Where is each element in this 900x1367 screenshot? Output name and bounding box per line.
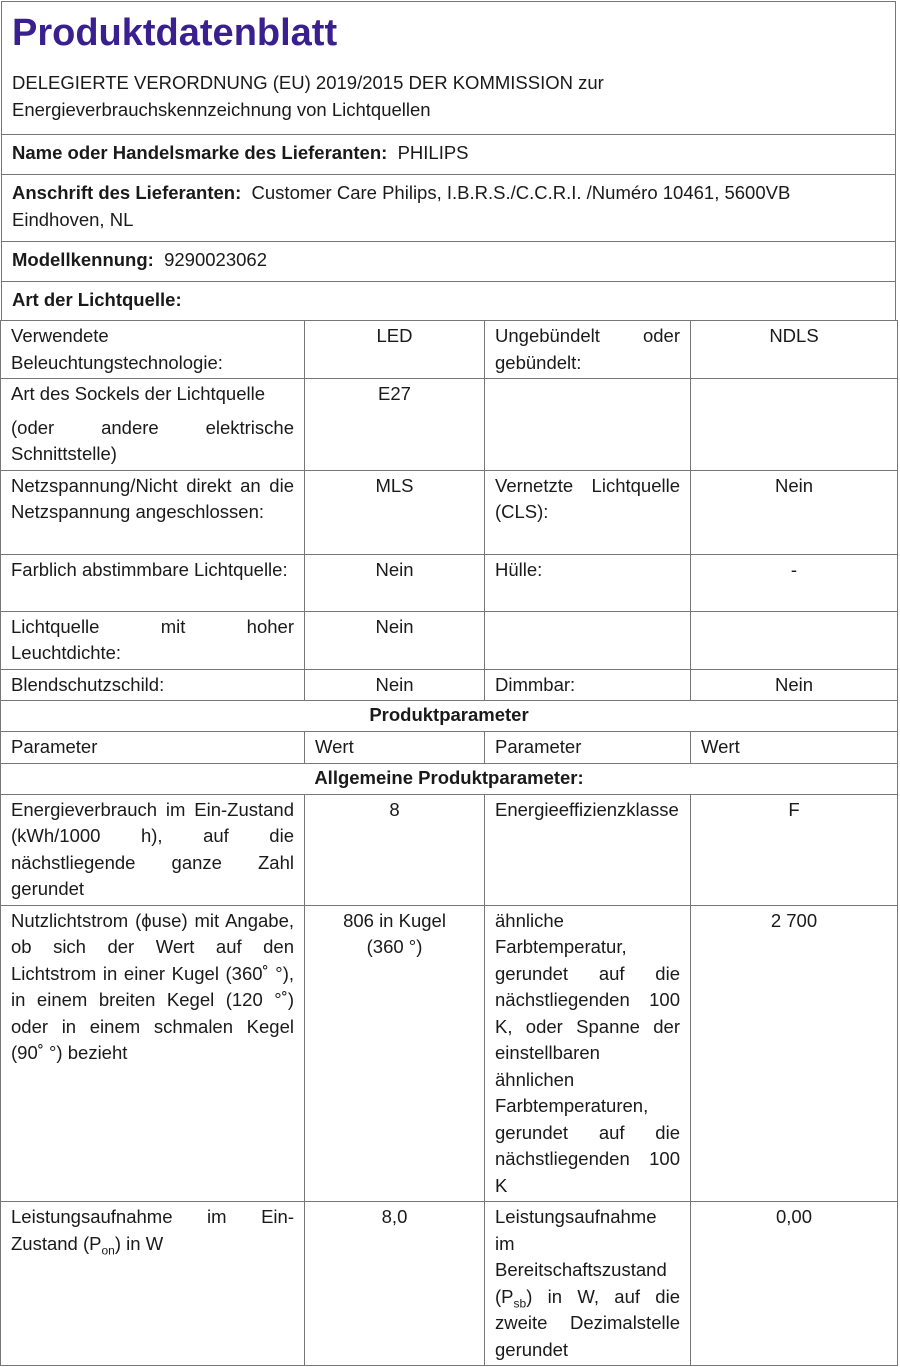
col-header-value: Wert — [305, 732, 485, 764]
energy-class-value: F — [691, 794, 898, 905]
technology-label: Verwendete Beleuchtungstechnologie: — [1, 321, 305, 379]
high-luminance-value: Nein — [305, 611, 485, 669]
color-tunable-label: Farblich abstimmbare Lichtquelle: — [1, 554, 305, 611]
energy-consumption-value: 8 — [305, 794, 485, 905]
connected-label: Vernetzte Lichtquelle (CLS): — [485, 470, 691, 554]
luminous-flux-value: 806 in Kugel (360 °) — [305, 905, 485, 1202]
cap-type-label-line: Art des Sockels der Lichtquelle — [11, 383, 265, 404]
color-tunable-value: Nein — [305, 554, 485, 611]
energy-consumption-label: Energieverbrauch im Ein-Zustand (kWh/1000 h), auf die nächstliegende ganze Zahl gerundet — [1, 794, 305, 905]
product-params-header: Produktparameter — [1, 701, 898, 732]
empty-cell — [485, 611, 691, 669]
standby-power-label-text: Leistungsaufnahme im Bereitschaftszustand (P — [495, 1206, 667, 1307]
supplier-address-value: Customer Care Philips, I.B.R.S./C.C.R.I. /Numéro 10461, 5600VB Eindhoven, NL — [12, 182, 791, 230]
table-row — [1, 763, 898, 794]
table-row — [1, 905, 898, 1202]
parameter-table — [0, 320, 898, 1366]
table-row — [1, 794, 898, 905]
standby-power-value: 0,00 — [691, 1202, 898, 1366]
on-mode-power-value: 8,0 — [305, 1202, 485, 1366]
table-row — [1, 611, 898, 669]
table-header-row — [1, 732, 898, 764]
general-params-header: Allgemeine Produktparameter: — [1, 763, 898, 794]
directional-label: Ungebündelt oder gebündelt: — [485, 321, 691, 379]
high-luminance-label: Lichtquelle mit hoher Leuchtdichte: — [1, 611, 305, 669]
table-row — [1, 379, 898, 471]
empty-cell — [691, 379, 898, 471]
anti-glare-label: Blendschutzschild: — [1, 669, 305, 701]
table-row — [1, 470, 898, 554]
anti-glare-value: Nein — [305, 669, 485, 701]
supplier-name-label: Name oder Handelsmarke des Lieferanten: — [12, 142, 388, 163]
empty-cell — [691, 611, 898, 669]
energy-class-label: Energieeffizienzklasse — [485, 794, 691, 905]
color-temperature-label: ähnliche Farbtemperatur, gerundet auf die nächstliegenden 100 K, oder Spanne der einstellbaren ähnlichen Farbtemperaturen, gerundet auf die nächstliegenden 100 K — [485, 905, 691, 1202]
directional-value: NDLS — [691, 321, 898, 379]
luminous-flux-label: Nutzlichtstrom (ϕuse) mit Angabe, ob sich der Wert auf den Lichtstrom in einer Kugel (360˚ °), in einem breiten Kegel (120 °˚) oder in einem schmalen Kegel (90˚ °) bezieht — [1, 905, 305, 1202]
model-value: 9290023062 — [164, 249, 267, 270]
table-row — [1, 321, 898, 379]
regulation-subtitle — [2, 60, 895, 134]
standby-power-subscript: sb — [513, 1296, 527, 1311]
on-mode-power-subscript: on — [101, 1243, 115, 1258]
cap-type-label — [1, 379, 305, 471]
envelope-label: Hülle: — [485, 554, 691, 611]
col-header-parameter: Parameter — [1, 732, 305, 764]
table-row — [1, 1202, 898, 1366]
page-title: Produktdatenblatt — [12, 12, 338, 54]
subtitle-line-2: Energieverbrauchskennzeichnung von Lichtquellen — [12, 98, 431, 120]
col-header-value: Wert — [691, 732, 898, 764]
empty-cell — [485, 379, 691, 471]
color-temperature-value: 2 700 — [691, 905, 898, 1202]
light-source-type-heading: Art der Lichtquelle: — [2, 281, 895, 321]
model-row — [2, 241, 895, 281]
subtitle-line-1: DELEGIERTE VERORDNUNG (EU) 2019/2015 DER KOMMISSION zur — [12, 72, 604, 93]
dimmable-label: Dimmbar: — [485, 669, 691, 701]
supplier-address-row — [2, 174, 895, 241]
supplier-name-row — [2, 134, 895, 174]
header-frame — [1, 1, 896, 321]
dimmable-value: Nein — [691, 669, 898, 701]
supplier-name-value: PHILIPS — [397, 142, 469, 163]
cap-type-label-note: (oder andere elektrische Schnittstelle) — [11, 416, 294, 464]
supplier-address-label: Anschrift des Lieferanten: — [12, 182, 242, 203]
connected-value: Nein — [691, 470, 898, 554]
standby-power-label — [485, 1202, 691, 1366]
table-row — [1, 701, 898, 732]
mains-label: Netzspannung/Nicht direkt an die Netzspannung angeschlossen: — [1, 470, 305, 554]
table-row — [1, 669, 898, 701]
on-mode-power-label-unit: ) in W — [114, 1232, 164, 1254]
model-label: Modellkennung: — [12, 249, 154, 270]
mains-value: MLS — [305, 470, 485, 554]
envelope-value: - — [691, 554, 898, 611]
col-header-parameter: Parameter — [485, 732, 691, 764]
technology-value: LED — [305, 321, 485, 379]
standby-power-label-unit: ) in W, auf die zweite Dezimalstelle gerundet — [495, 1285, 680, 1360]
on-mode-power-label-text: Leistungsaufnahme im Ein-Zustand (P — [11, 1206, 294, 1254]
table-row — [1, 554, 898, 611]
on-mode-power-label — [1, 1202, 305, 1366]
cap-type-value: E27 — [305, 379, 485, 471]
